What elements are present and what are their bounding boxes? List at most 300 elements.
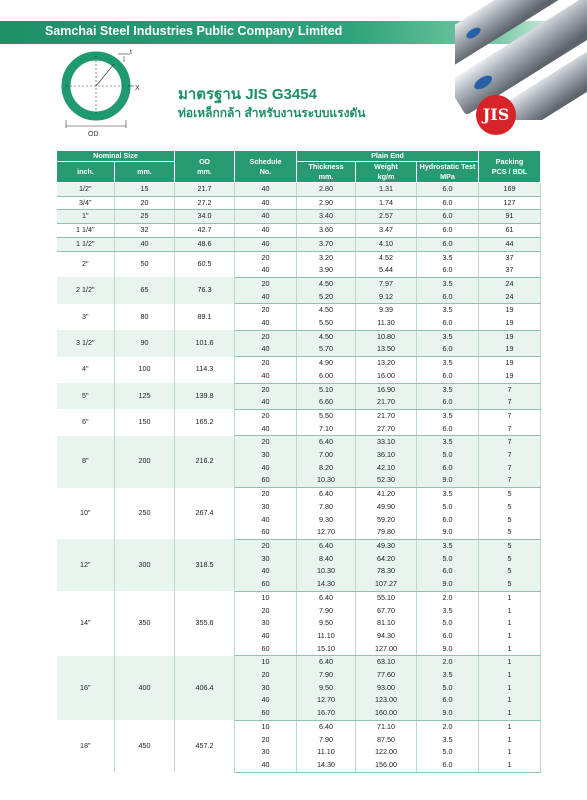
cell-hydrostatic: 5.0: [417, 617, 479, 630]
cell-inch: 5": [57, 383, 115, 409]
cell-thickness: 5.70: [297, 343, 356, 356]
cell-thickness: 8.40: [297, 553, 356, 566]
cell-od: 165.2: [175, 409, 235, 435]
cell-mm: 300: [115, 539, 175, 591]
cell-inch: 16": [57, 656, 115, 721]
cell-thickness: 7.10: [297, 423, 356, 436]
cell-weight: 67.70: [356, 605, 417, 618]
cell-schedule: 20: [235, 330, 297, 343]
cell-inch: 3/4": [57, 196, 115, 210]
table-row: [57, 436, 541, 449]
cell-thickness: 6.40: [297, 539, 356, 552]
cell-schedule: 20: [235, 539, 297, 552]
cell-weight: 16.90: [356, 383, 417, 396]
cell-schedule: 20: [235, 669, 297, 682]
cell-weight: 63.10: [356, 656, 417, 669]
cell-hydrostatic: 6.0: [417, 183, 479, 197]
cell-packing: 7: [479, 423, 541, 436]
cell-thickness: 5.10: [297, 383, 356, 396]
cell-weight: 64.20: [356, 553, 417, 566]
cell-mm: 250: [115, 488, 175, 540]
cell-packing: 1: [479, 605, 541, 618]
cell-schedule: 20: [235, 409, 297, 422]
cell-packing: 1: [479, 617, 541, 630]
cell-hydrostatic: 9.0: [417, 578, 479, 591]
cell-od: 139.8: [175, 383, 235, 409]
cell-thickness: 5.20: [297, 291, 356, 304]
cell-thickness: 10.30: [297, 474, 356, 487]
cell-schedule: 30: [235, 553, 297, 566]
cell-packing: 19: [479, 330, 541, 343]
cell-schedule: 20: [235, 357, 297, 370]
cell-weight: 21.70: [356, 396, 417, 409]
table-row: [57, 409, 541, 422]
cell-schedule: 40: [235, 317, 297, 330]
cell-hydrostatic: 6.0: [417, 694, 479, 707]
cell-packing: 5: [479, 488, 541, 501]
table-row: [57, 277, 541, 290]
cell-schedule: 40: [235, 196, 297, 210]
table-row: [57, 656, 541, 669]
cell-weight: 9.39: [356, 304, 417, 317]
cell-hydrostatic: 3.5: [417, 734, 479, 747]
cell-od: 101.6: [175, 330, 235, 356]
cell-schedule: 40: [235, 759, 297, 772]
cell-weight: 4.52: [356, 251, 417, 264]
cell-thickness: 6.40: [297, 591, 356, 604]
table-row: [57, 591, 541, 604]
cell-inch: 1/2": [57, 183, 115, 197]
cell-od: 21.7: [175, 183, 235, 197]
cell-mm: 40: [115, 237, 175, 251]
cell-hydrostatic: 6.0: [417, 630, 479, 643]
cell-thickness: 10.30: [297, 565, 356, 578]
cell-hydrostatic: 6.0: [417, 224, 479, 238]
cell-schedule: 40: [235, 183, 297, 197]
table-body: [57, 183, 541, 773]
cell-weight: 36.10: [356, 449, 417, 462]
cell-packing: 19: [479, 304, 541, 317]
cell-hydrostatic: 3.5: [417, 304, 479, 317]
cell-weight: 33.10: [356, 436, 417, 449]
cell-hydrostatic: 2.0: [417, 720, 479, 733]
cell-weight: 7.97: [356, 277, 417, 290]
table-row: [57, 183, 541, 197]
cell-schedule: 40: [235, 630, 297, 643]
header-mm: mm.: [115, 162, 175, 183]
header-plain-end: Plain End: [297, 151, 479, 162]
cell-thickness: 6.40: [297, 656, 356, 669]
cell-packing: 127: [479, 196, 541, 210]
cell-thickness: 5.50: [297, 317, 356, 330]
cell-schedule: 10: [235, 656, 297, 669]
cell-thickness: 2.80: [297, 183, 356, 197]
table-row: [57, 196, 541, 210]
cell-hydrostatic: 6.0: [417, 423, 479, 436]
cell-inch: 12": [57, 539, 115, 591]
cell-schedule: 20: [235, 251, 297, 264]
table-row: [57, 251, 541, 264]
cell-hydrostatic: 3.5: [417, 409, 479, 422]
cell-weight: 9.12: [356, 291, 417, 304]
cell-packing: 1: [479, 707, 541, 720]
cell-schedule: 60: [235, 707, 297, 720]
cell-schedule: 40: [235, 370, 297, 383]
cell-weight: 81.10: [356, 617, 417, 630]
cell-weight: 122.00: [356, 746, 417, 759]
cell-mm: 400: [115, 656, 175, 721]
cell-thickness: 6.00: [297, 370, 356, 383]
cell-thickness: 7.90: [297, 669, 356, 682]
cell-schedule: 20: [235, 734, 297, 747]
cell-schedule: 30: [235, 449, 297, 462]
standard-title: มาตรฐาน JIS G3454: [178, 86, 317, 103]
cell-schedule: 40: [235, 291, 297, 304]
cell-packing: 1: [479, 746, 541, 759]
cell-thickness: 6.60: [297, 396, 356, 409]
cell-schedule: 20: [235, 304, 297, 317]
table-row: [57, 357, 541, 370]
cell-packing: 1: [479, 643, 541, 656]
cell-thickness: 2.90: [297, 196, 356, 210]
cell-packing: 19: [479, 357, 541, 370]
cell-schedule: 40: [235, 514, 297, 527]
cell-weight: 16.00: [356, 370, 417, 383]
cell-schedule: 40: [235, 343, 297, 356]
cell-od: 267.4: [175, 488, 235, 540]
cell-hydrostatic: 2.0: [417, 591, 479, 604]
cell-hydrostatic: 6.0: [417, 196, 479, 210]
cell-packing: 19: [479, 370, 541, 383]
cell-hydrostatic: 6.0: [417, 462, 479, 475]
cell-packing: 1: [479, 694, 541, 707]
cell-thickness: 14.30: [297, 578, 356, 591]
cell-packing: 7: [479, 383, 541, 396]
cell-mm: 15: [115, 183, 175, 197]
cell-thickness: 7.00: [297, 449, 356, 462]
cell-schedule: 60: [235, 643, 297, 656]
cell-inch: 10": [57, 488, 115, 540]
table-row: [57, 304, 541, 317]
cell-weight: 127.00: [356, 643, 417, 656]
cell-schedule: 10: [235, 720, 297, 733]
cell-hydrostatic: 5.0: [417, 501, 479, 514]
cell-od: 114.3: [175, 357, 235, 383]
cell-hydrostatic: 6.0: [417, 396, 479, 409]
cell-mm: 90: [115, 330, 175, 356]
cell-schedule: 40: [235, 462, 297, 475]
cell-inch: 3 1/2": [57, 330, 115, 356]
header-hydrostatic-test: Hydrostatic Test MPa: [417, 162, 479, 183]
cell-packing: 1: [479, 669, 541, 682]
cell-inch: 2": [57, 251, 115, 277]
table-row: [57, 383, 541, 396]
cell-weight: 79.80: [356, 526, 417, 539]
cell-weight: 87.50: [356, 734, 417, 747]
cell-weight: 78.30: [356, 565, 417, 578]
cell-od: 355.6: [175, 591, 235, 656]
cell-weight: 5.44: [356, 264, 417, 277]
label-t: t: [130, 49, 132, 56]
table-row: [57, 210, 541, 224]
cell-thickness: 4.50: [297, 304, 356, 317]
cell-packing: 1: [479, 720, 541, 733]
header-nominal-size: Nominal Size: [57, 151, 175, 162]
cell-schedule: 40: [235, 565, 297, 578]
cell-hydrostatic: 9.0: [417, 526, 479, 539]
cell-weight: 41.20: [356, 488, 417, 501]
cell-hydrostatic: 3.5: [417, 330, 479, 343]
table-row: [57, 237, 541, 251]
cell-weight: 55.10: [356, 591, 417, 604]
cell-mm: 80: [115, 304, 175, 330]
cell-schedule: 30: [235, 746, 297, 759]
cell-hydrostatic: 3.5: [417, 383, 479, 396]
cell-packing: 7: [479, 474, 541, 487]
cell-thickness: 8.20: [297, 462, 356, 475]
cell-hydrostatic: 6.0: [417, 759, 479, 772]
cell-hydrostatic: 5.0: [417, 682, 479, 695]
cell-hydrostatic: 3.5: [417, 357, 479, 370]
cell-schedule: 10: [235, 591, 297, 604]
cell-hydrostatic: 6.0: [417, 514, 479, 527]
cell-schedule: 30: [235, 682, 297, 695]
cell-weight: 107.27: [356, 578, 417, 591]
cell-weight: 21.70: [356, 409, 417, 422]
cell-thickness: 9.50: [297, 682, 356, 695]
label-x: X: [135, 85, 140, 92]
cell-hydrostatic: 3.5: [417, 669, 479, 682]
cell-hydrostatic: 2.0: [417, 656, 479, 669]
cell-inch: 8": [57, 436, 115, 488]
cell-hydrostatic: 6.0: [417, 370, 479, 383]
cell-packing: 5: [479, 578, 541, 591]
cell-thickness: 12.70: [297, 694, 356, 707]
cell-packing: 1: [479, 656, 541, 669]
cell-thickness: 4.50: [297, 330, 356, 343]
cell-thickness: 4.50: [297, 277, 356, 290]
cell-weight: 1.74: [356, 196, 417, 210]
cell-packing: 5: [479, 565, 541, 578]
cell-packing: 37: [479, 251, 541, 264]
cell-od: 457.2: [175, 720, 235, 772]
cell-thickness: 6.40: [297, 488, 356, 501]
pipe-cross-section-diagram: [58, 48, 148, 138]
cell-hydrostatic: 6.0: [417, 317, 479, 330]
cell-hydrostatic: 3.5: [417, 539, 479, 552]
cell-schedule: 60: [235, 526, 297, 539]
cell-weight: 2.57: [356, 210, 417, 224]
cell-schedule: 40: [235, 210, 297, 224]
cell-packing: 5: [479, 501, 541, 514]
cell-inch: 1 1/2": [57, 237, 115, 251]
cell-inch: 1 1/4": [57, 224, 115, 238]
cell-weight: 94.30: [356, 630, 417, 643]
cell-hydrostatic: 3.5: [417, 251, 479, 264]
cell-mm: 25: [115, 210, 175, 224]
table-row: [57, 488, 541, 501]
cell-thickness: 16.70: [297, 707, 356, 720]
cell-thickness: 6.40: [297, 720, 356, 733]
cell-od: 216.2: [175, 436, 235, 488]
cell-schedule: 20: [235, 488, 297, 501]
cell-packing: 1: [479, 734, 541, 747]
cell-packing: 37: [479, 264, 541, 277]
cell-packing: 7: [479, 462, 541, 475]
cell-mm: 200: [115, 436, 175, 488]
cell-packing: 19: [479, 317, 541, 330]
jis-logo: JIS: [476, 95, 516, 135]
cell-mm: 350: [115, 591, 175, 656]
cell-schedule: 20: [235, 383, 297, 396]
cell-thickness: 3.60: [297, 224, 356, 238]
cell-packing: 7: [479, 396, 541, 409]
cell-packing: 169: [479, 183, 541, 197]
cell-packing: 5: [479, 514, 541, 527]
cell-schedule: 40: [235, 396, 297, 409]
cell-schedule: 60: [235, 578, 297, 591]
cell-od: 42.7: [175, 224, 235, 238]
cell-packing: 61: [479, 224, 541, 238]
cell-packing: 1: [479, 682, 541, 695]
cell-packing: 7: [479, 409, 541, 422]
cell-packing: 5: [479, 526, 541, 539]
cell-od: 318.5: [175, 539, 235, 591]
cell-packing: 5: [479, 539, 541, 552]
cell-schedule: 60: [235, 474, 297, 487]
header-thickness: Thickness mm.: [297, 162, 356, 183]
cell-inch: 4": [57, 357, 115, 383]
cell-od: 406.4: [175, 656, 235, 721]
cell-hydrostatic: 3.5: [417, 436, 479, 449]
cell-hydrostatic: 3.5: [417, 277, 479, 290]
cell-mm: 125: [115, 383, 175, 409]
cell-hydrostatic: 6.0: [417, 343, 479, 356]
cell-hydrostatic: 5.0: [417, 449, 479, 462]
cell-packing: 1: [479, 630, 541, 643]
cell-weight: 13.50: [356, 343, 417, 356]
cell-weight: 93.00: [356, 682, 417, 695]
cell-hydrostatic: 6.0: [417, 565, 479, 578]
cell-hydrostatic: 3.5: [417, 488, 479, 501]
cell-packing: 19: [479, 343, 541, 356]
cell-schedule: 20: [235, 605, 297, 618]
cell-weight: 27.70: [356, 423, 417, 436]
cell-hydrostatic: 6.0: [417, 237, 479, 251]
cell-weight: 160.00: [356, 707, 417, 720]
cell-thickness: 3.90: [297, 264, 356, 277]
cell-weight: 1.31: [356, 183, 417, 197]
cell-od: 34.0: [175, 210, 235, 224]
cell-mm: 65: [115, 277, 175, 303]
table-row: [57, 224, 541, 238]
header-weight: Weight kg/m: [356, 162, 417, 183]
cell-packing: 44: [479, 237, 541, 251]
cell-weight: 59.20: [356, 514, 417, 527]
cell-thickness: 9.30: [297, 514, 356, 527]
steel-pipes-image: [455, 0, 587, 120]
cell-weight: 49.30: [356, 539, 417, 552]
table-row: [57, 539, 541, 552]
cell-schedule: 20: [235, 277, 297, 290]
cell-schedule: 40: [235, 224, 297, 238]
table-row: [57, 330, 541, 343]
cell-weight: 3.47: [356, 224, 417, 238]
cell-od: 27.2: [175, 196, 235, 210]
cell-schedule: 30: [235, 501, 297, 514]
cell-inch: 6": [57, 409, 115, 435]
cell-mm: 50: [115, 251, 175, 277]
cell-packing: 24: [479, 291, 541, 304]
cell-od: 48.6: [175, 237, 235, 251]
cell-thickness: 7.90: [297, 605, 356, 618]
cell-hydrostatic: 9.0: [417, 474, 479, 487]
cell-thickness: 3.20: [297, 251, 356, 264]
cell-packing: 24: [479, 277, 541, 290]
cell-weight: 42.10: [356, 462, 417, 475]
cell-packing: 1: [479, 759, 541, 772]
cell-schedule: 20: [235, 436, 297, 449]
cell-thickness: 7.90: [297, 734, 356, 747]
header-od: OD mm.: [175, 151, 235, 183]
cell-mm: 100: [115, 357, 175, 383]
cell-packing: 7: [479, 449, 541, 462]
table-row: [57, 720, 541, 733]
cell-od: 89.1: [175, 304, 235, 330]
cell-mm: 150: [115, 409, 175, 435]
cell-packing: 7: [479, 436, 541, 449]
cell-inch: 2 1/2": [57, 277, 115, 303]
cell-schedule: 40: [235, 264, 297, 277]
header-inch: inch.: [57, 162, 115, 183]
cell-thickness: 3.70: [297, 237, 356, 251]
label-od: OD: [88, 131, 99, 138]
cell-thickness: 5.50: [297, 409, 356, 422]
cell-schedule: 40: [235, 694, 297, 707]
cell-thickness: 3.40: [297, 210, 356, 224]
cell-inch: 3": [57, 304, 115, 330]
cell-weight: 156.00: [356, 759, 417, 772]
cell-packing: 5: [479, 553, 541, 566]
cell-packing: 1: [479, 591, 541, 604]
cell-inch: 18": [57, 720, 115, 772]
company-name: Samchai Steel Industries Public Company Limited: [45, 24, 343, 38]
cell-thickness: 11.10: [297, 746, 356, 759]
cell-weight: 123.00: [356, 694, 417, 707]
cell-thickness: 9.50: [297, 617, 356, 630]
cell-hydrostatic: 5.0: [417, 746, 479, 759]
header-schedule: Schedule No.: [235, 151, 297, 183]
cell-weight: 49.90: [356, 501, 417, 514]
cell-hydrostatic: 6.0: [417, 210, 479, 224]
cell-hydrostatic: 6.0: [417, 264, 479, 277]
cell-schedule: 40: [235, 423, 297, 436]
cell-weight: 13.20: [356, 357, 417, 370]
cell-weight: 10.80: [356, 330, 417, 343]
header-packing: Packing PCS / BDL: [479, 151, 541, 183]
cell-hydrostatic: 3.5: [417, 605, 479, 618]
cell-thickness: 7.80: [297, 501, 356, 514]
cell-hydrostatic: 9.0: [417, 707, 479, 720]
cell-weight: 11.30: [356, 317, 417, 330]
cell-od: 60.5: [175, 251, 235, 277]
cell-thickness: 11.10: [297, 630, 356, 643]
cell-hydrostatic: 6.0: [417, 291, 479, 304]
cell-od: 76.3: [175, 277, 235, 303]
cell-weight: 4.10: [356, 237, 417, 251]
cell-hydrostatic: 5.0: [417, 553, 479, 566]
cell-mm: 20: [115, 196, 175, 210]
